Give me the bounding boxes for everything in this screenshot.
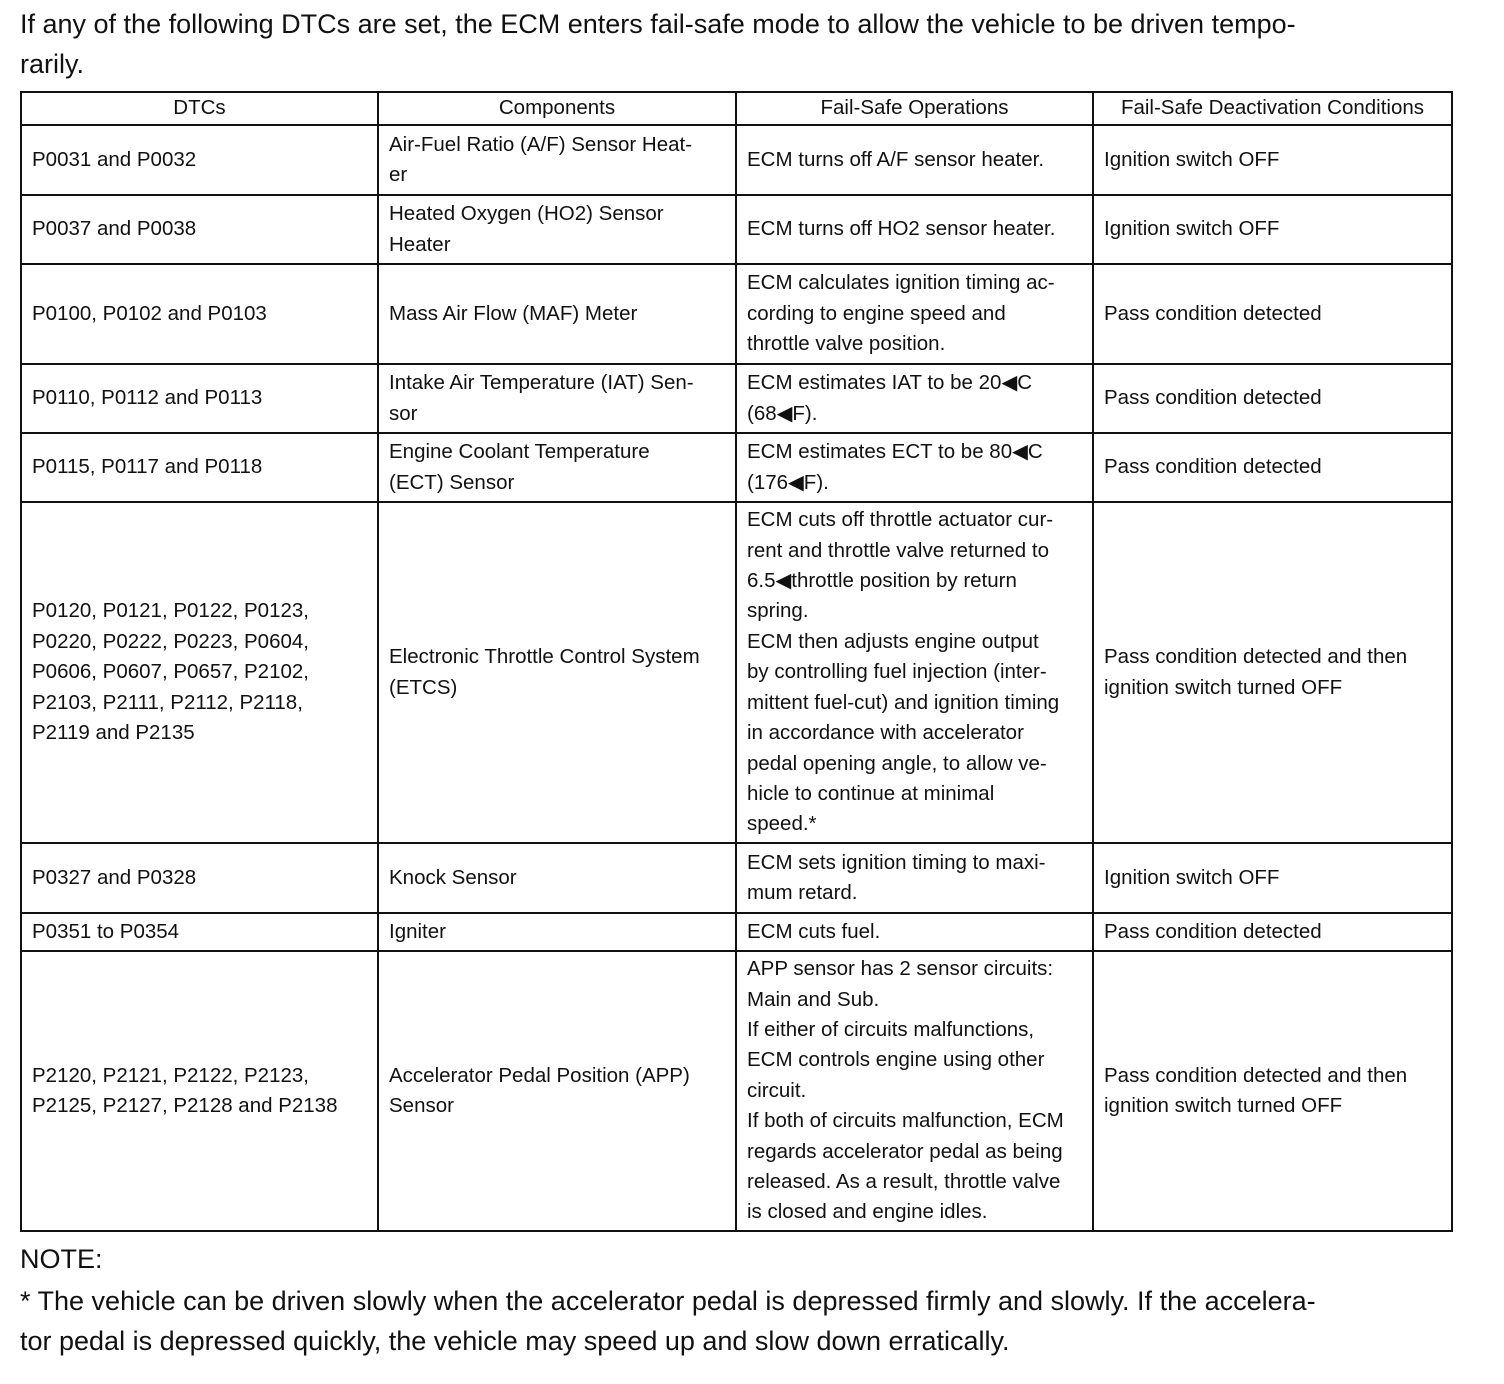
deactivation-cell: Pass condition detected	[1093, 913, 1452, 951]
note-text: * The vehicle can be driven slowly when the accelerator pedal is depressed firmly and slowly. If the accelera- tor pedal is depressed quickly, the vehicle may speed up and slow down erratically.	[20, 1286, 1316, 1356]
deactivation-cell: Pass condition detected	[1093, 364, 1452, 433]
component-cell: Electronic Throttle Control System (ETCS)	[378, 502, 736, 843]
deactivation-cell: Ignition switch OFF	[1093, 195, 1452, 264]
dtc-cell: P0351 to P0354	[21, 913, 378, 951]
table-row	[21, 843, 1452, 913]
header-components: Components	[378, 92, 736, 125]
dtc-cell: P0110, P0112 and P0113	[21, 364, 378, 433]
component-cell: Engine Coolant Temperature (ECT) Sensor	[378, 433, 736, 502]
dtc-cell: P0327 and P0328	[21, 843, 378, 913]
table-row	[21, 125, 1452, 195]
operation-cell: ECM calculates ignition timing ac- cording to engine speed and throttle valve position.	[736, 264, 1093, 364]
table-row	[21, 364, 1452, 433]
dtc-cell: P0120, P0121, P0122, P0123, P0220, P0222, P0223, P0604, P0606, P0607, P0657, P2102, P2103, P2111, P2112, P2118, P2119 and P2135	[21, 502, 378, 843]
deactivation-cell: Ignition switch OFF	[1093, 125, 1452, 195]
component-cell: Accelerator Pedal Position (APP) Sensor	[378, 951, 736, 1231]
operation-cell: ECM turns off HO2 sensor heater.	[736, 195, 1093, 264]
component-cell: Igniter	[378, 913, 736, 951]
fail-safe-table	[20, 91, 1453, 1232]
header-dtcs: DTCs	[21, 92, 378, 125]
component-cell: Intake Air Temperature (IAT) Sen- sor	[378, 364, 736, 433]
deactivation-cell: Ignition switch OFF	[1093, 843, 1452, 913]
operation-cell: ECM sets ignition timing to maxi- mum retard.	[736, 843, 1093, 913]
note-heading: NOTE:	[20, 1244, 103, 1274]
header-fail-safe-operations: Fail-Safe Operations	[736, 92, 1093, 125]
table-row	[21, 502, 1452, 843]
table-header-row	[21, 92, 1452, 125]
intro-paragraph: If any of the following DTCs are set, the ECM enters fail-safe mode to allow the vehicle to be driven tempo- rarily.	[20, 9, 1296, 79]
table-row	[21, 433, 1452, 502]
deactivation-cell: Pass condition detected	[1093, 433, 1452, 502]
dtc-cell: P0115, P0117 and P0118	[21, 433, 378, 502]
table-row	[21, 195, 1452, 264]
header-deactivation-conditions: Fail-Safe Deactivation Conditions	[1093, 92, 1452, 125]
operation-cell: ECM estimates IAT to be 20◀C (68◀F).	[736, 364, 1093, 433]
component-cell: Knock Sensor	[378, 843, 736, 913]
deactivation-cell: Pass condition detected	[1093, 264, 1452, 364]
component-cell: Air-Fuel Ratio (A/F) Sensor Heat- er	[378, 125, 736, 195]
operation-cell: ECM estimates ECT to be 80◀C (176◀F).	[736, 433, 1093, 502]
dtc-cell: P0031 and P0032	[21, 125, 378, 195]
dtc-cell: P0100, P0102 and P0103	[21, 264, 378, 364]
dtc-cell: P0037 and P0038	[21, 195, 378, 264]
table-row	[21, 951, 1452, 1231]
deactivation-cell: Pass condition detected and then ignition switch turned OFF	[1093, 951, 1452, 1231]
operation-cell: APP sensor has 2 sensor circuits: Main and Sub. If either of circuits malfunctions, ECM controls engine using other circuit. If both of circuits malfunction, ECM regards accelerator pedal as being released. As a result, throttle valve is closed and engine idles.	[736, 951, 1093, 1231]
deactivation-cell: Pass condition detected and then ignition switch turned OFF	[1093, 502, 1452, 843]
operation-cell: ECM cuts fuel.	[736, 913, 1093, 951]
component-cell: Heated Oxygen (HO2) Sensor Heater	[378, 195, 736, 264]
table-row	[21, 264, 1452, 364]
operation-cell: ECM cuts off throttle actuator cur- rent and throttle valve returned to 6.5◀throttle position by return spring. ECM then adjusts engine output by controlling fuel injection (inter- mittent fuel-cut) and ignition timing in accordance with accelerator pedal opening angle, to allow ve- hicle to continue at minimal speed.*	[736, 502, 1093, 843]
operation-cell: ECM turns off A/F sensor heater.	[736, 125, 1093, 195]
component-cell: Mass Air Flow (MAF) Meter	[378, 264, 736, 364]
table-row	[21, 913, 1452, 951]
dtc-cell: P2120, P2121, P2122, P2123, P2125, P2127, P2128 and P2138	[21, 951, 378, 1231]
